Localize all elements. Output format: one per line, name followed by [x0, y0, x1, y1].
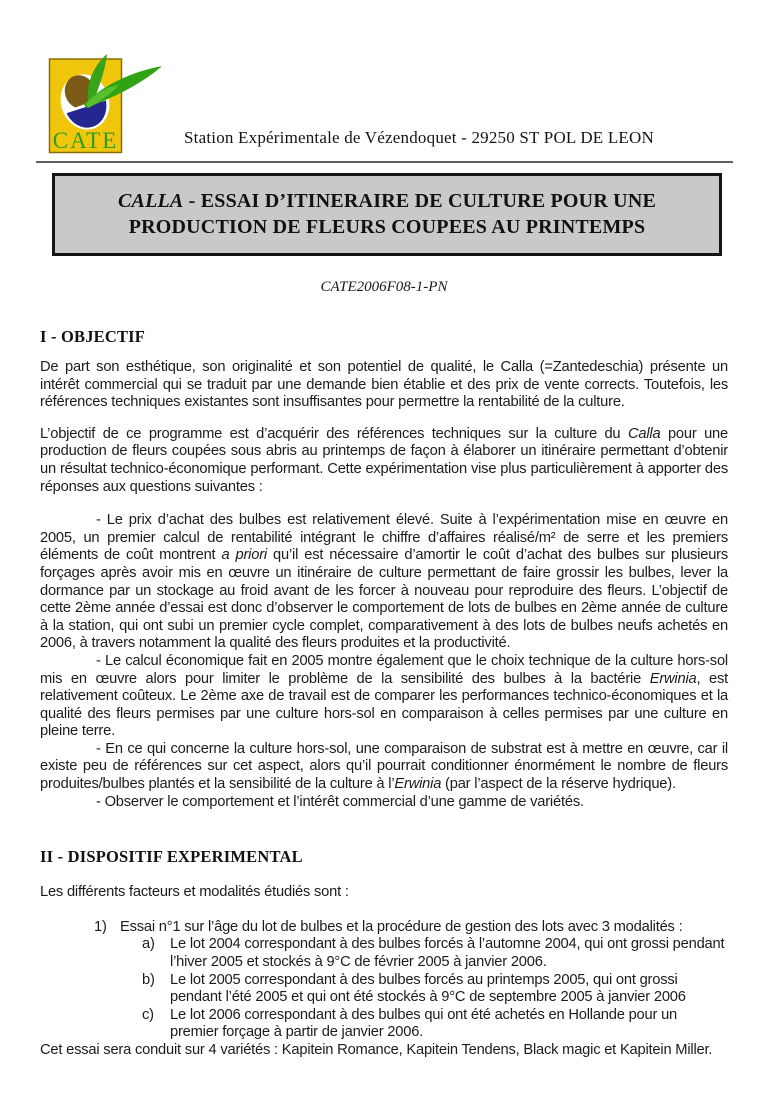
list-item-text: Le lot 2004 correspondant à des bulbes forcés à l’automne 2004, qui ont grossi pendant l’hiver 2005 et stockés à 9°C de février 2005 à janvier 2006. — [170, 936, 725, 971]
list-item-label: a) — [142, 936, 155, 953]
list-item-a — [142, 936, 728, 971]
station-header-text: Station Expérimentale de Vézendoquet - 29250 ST POL DE LEON — [184, 128, 654, 147]
paragraph-intro-calla: De part son esthétique, son originalité et son potentiel de qualité, le Calla (=Zantedeschia) présente un intérêt commercial qui se traduit par une demande bien établie et des prix de vente corrects. Toutefois, les références techniques existantes sont insuffisantes pour permettre la rentabilité de la culture. — [40, 359, 728, 411]
bullet-em: a priori — [221, 547, 267, 564]
list-item-b — [142, 972, 728, 1007]
numbered-item-1 — [94, 919, 728, 937]
objectif-bullet-4 — [40, 794, 728, 812]
numbered-item-label: 1) — [94, 918, 107, 935]
document-reference: CATE2006F08-1-PN — [320, 279, 448, 295]
section-heading-objectif: I - OBJECTIF — [40, 327, 146, 346]
logo-letters: CATE — [52, 128, 119, 153]
objectif-bullet-3 — [40, 741, 728, 794]
paragraph-em: Calla — [627, 425, 661, 442]
bullet-text: - En ce qui concerne la culture hors-sol, une comparaison de substrat est à mettre en œuvre, car il existe peu de références sur cet aspect, alors qu’il pourrait conditionner énormément le nombre de fleurs produites/bulbes plantés et la sensibilité de la culture à l’ — [40, 740, 728, 793]
paragraph-text: pour une production de fleurs coupées sous abris au printemps de façon à élaborer un itinéraire permettant d’obtenir un résultat technico-économique performant. Cette expérimentation vise plus particulièrement à apporter des réponses aux questions suivantes : — [40, 425, 728, 495]
bullet-text: - Observer le comportement et l’intérêt commercial d’une gamme de variétés. — [96, 793, 584, 810]
document-title-calla: CALLA — [118, 190, 184, 212]
bullet-text: (par l’aspect de la réserve hydrique). — [441, 776, 676, 793]
bullet-em: Erwinia — [394, 776, 442, 793]
objectif-bullet-1 — [40, 512, 728, 653]
list-item-text: Le lot 2005 correspondant à des bulbes forcés au printemps 2005, qui ont grossi pendant l’été 2005 et qui ont été stockés à 9°C de septembre 2005 à janvier 2006 — [170, 971, 686, 1006]
list-item-label: c) — [142, 1006, 154, 1023]
bullet-em: Erwinia — [649, 670, 697, 687]
list-item-c — [142, 1007, 728, 1042]
dispositif-intro: Les différents facteurs et modalités étudiés sont : — [40, 884, 349, 901]
bullet-text: , est relativement coûteux. Le 2ème axe de travail est de comparer les performances technico-économiques et la qualité des fleurs permises par une culture hors-sol en comparaison à celles permises par une culture en pleine terre. — [40, 670, 728, 740]
numbered-item-text: Essai n°1 sur l’âge du lot de bulbes et la procédure de gestion des lots avec 3 modalités : — [120, 918, 683, 935]
dispositif-closing: Cet essai sera conduit sur 4 variétés : Kapitein Romance, Kapitein Tendens, Black magic et Kapitein Miller. — [40, 1042, 713, 1058]
header-divider — [36, 161, 733, 163]
document-title-box — [52, 173, 722, 256]
document-title-rest: - ESSAI D’ITINERAIRE DE CULTURE POUR UNE PRODUCTION DE FLEURS COUPEES AU PRINTEMPS — [128, 190, 656, 238]
paragraph-programme — [40, 426, 728, 496]
list-item-text: Le lot 2006 correspondant à des bulbes qui ont été achetés en Hollande pour un premier forçage à partir de janvier 2006. — [170, 1006, 678, 1041]
bullet-text: qu’il est nécessaire d’amortir le coût d’achat des bulbes sur plusieurs forçages après avoir mis en œuvre un itinéraire de culture permettant de faire grossir les bulbes, lever la dormance par un stockage au froid avant de les forcer à nouveau pour reproduire des fleurs. L’objectif de cette 2ème année d’essai est donc d’observer le comportement de lots de bulbes en 2ème année de culture à la station, qui ont subi un premier cycle complet, comparativement à des lots de bulbes neufs achetés en 2006, à travers notamment la qualité des fleurs produites et la productivité. — [40, 547, 729, 652]
page-header — [40, 50, 728, 154]
bullet-text: - Le calcul économique fait en 2005 montre également que le choix technique de la culture hors-sol mis en œuvre alors pour limiter le problème de la sensibilité des bulbes à la bactérie — [40, 652, 728, 687]
list-item-label: b) — [142, 971, 155, 988]
section-heading-dispositif: II - DISPOSITIF EXPERIMENTAL — [40, 847, 303, 867]
objectif-bullet-2 — [40, 653, 728, 741]
paragraph-text: L’objectif de ce programme est d’acquérir des références techniques sur la culture du — [40, 425, 628, 442]
bullet-text: - Le prix d’achat des bulbes est relativement élevé. Suite à l’expérimentation mise en œuvre en 2005, un premier calcul de rentabilité intégrant le chiffre d’affaires réalisé/m² de serre et les premiers éléments de coût montrent — [40, 512, 728, 564]
